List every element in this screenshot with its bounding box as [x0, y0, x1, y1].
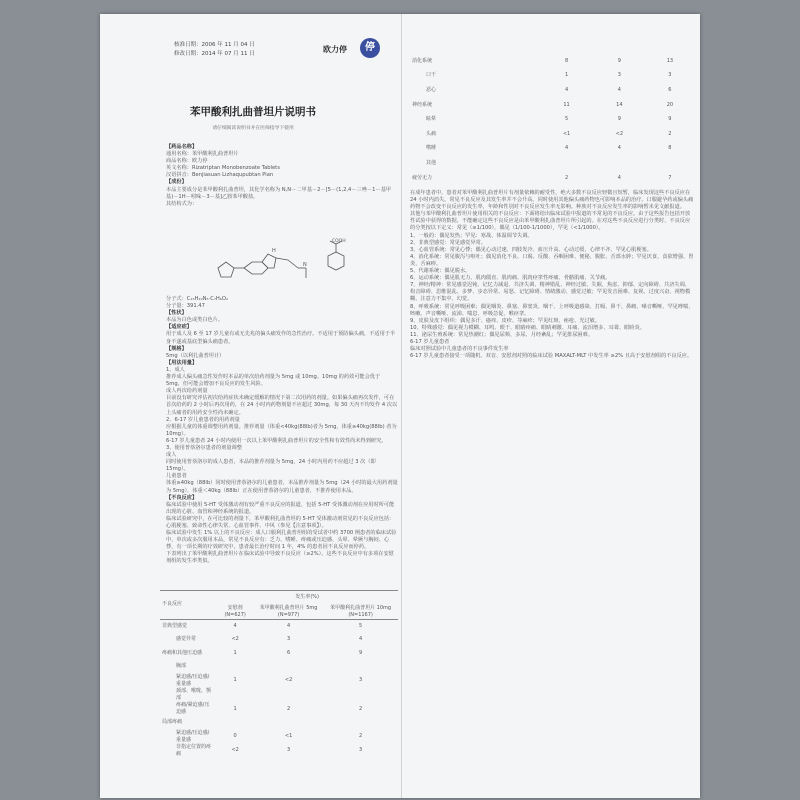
dosage-line: 1、成人	[166, 366, 185, 373]
table-row	[160, 619, 398, 633]
dosage-line: 3、使用普萘洛尔患者的剂量调整	[166, 444, 242, 451]
table-cell-value: 4	[617, 174, 621, 181]
table-cell-value: 11	[563, 101, 570, 108]
table-cell-value	[216, 688, 254, 702]
adverse-table-body	[160, 619, 398, 758]
table-row	[410, 142, 694, 157]
right-paragraph: 10、特殊感觉：偶见视力模糊、耳鸣、眼干、眼睛疼痛、眼睛刺激、耳痛、流泪增多、耳聋、眼睑炎。	[410, 324, 645, 331]
table-cell-value: 13	[666, 57, 674, 64]
table-cell-value	[593, 156, 646, 171]
table-cell-label: 胸部	[176, 663, 187, 670]
page-subtitle: 请仔细阅读说明书并在医师指导下使用	[212, 126, 294, 131]
pinyin-name: 汉语拼音：Benjiasuan Lizhaqupubtan Pian	[166, 172, 274, 179]
table-cell-value: 1	[564, 72, 569, 79]
table-cell-value: 1	[233, 705, 237, 712]
right-paragraph: 3、心血管系统：常见心悸；偶见心动过速、四肢发冷、血压升高、心动过缓、心律不齐、罕见心肌梗塞。	[410, 246, 652, 253]
right-paragraph: 1、一般的：偶见发热；罕见：寒战、体温调节失调。	[410, 232, 533, 239]
table-cell-value	[216, 716, 254, 730]
table-cell-value: 5	[564, 116, 569, 123]
table-cell-label: 感觉异常	[176, 636, 197, 643]
table-cell-value: 4	[233, 622, 237, 629]
table-header-col: 安慰剂 (N=627)	[224, 604, 246, 618]
table-cell-value	[323, 716, 398, 730]
drug-name-section	[166, 144, 398, 208]
table-row	[410, 171, 694, 186]
table-cell-value: 2	[359, 705, 363, 712]
adverse-line: 下表列出了苯甲酸利扎曲普坦片在临床试验中导致不良反应（≥2%）。这些不良反应中有多项在安慰剂组的发生率类似。	[166, 551, 394, 565]
right-table	[410, 54, 694, 185]
table-cell-value: 5	[359, 622, 363, 629]
english-name: 英文名称：Rizatriptan Monobenzoate Tablets	[166, 165, 280, 172]
table-cell-value	[254, 688, 323, 702]
table-cell-label: 局部疼痛	[162, 719, 183, 726]
table-cell-value: 2	[359, 733, 363, 740]
table-cell-value	[216, 660, 254, 674]
adverse-lines	[166, 502, 398, 566]
table-cell-label: 口干	[426, 72, 437, 79]
table-row	[410, 83, 694, 98]
table-cell-value: 4	[564, 145, 569, 152]
table-cell-label: 紧迫感/压迫感/重量感	[176, 729, 210, 743]
leaflet-sheet	[100, 14, 700, 798]
table-header-event: 不良反应	[162, 601, 183, 608]
dosage-line: 成人	[166, 452, 177, 459]
table-cell-value: 4	[286, 622, 291, 629]
table-cell-value: <2	[231, 747, 239, 754]
formula: 分子式：C₁₅H₁₉N₅·C₇H₆O₂	[166, 296, 229, 302]
dosage-line: 目前没有研究评估初次给药症状未确定缓解的情况下第二次用药的剂量。如果偏头痛再次发作，可在首次给药的 2 小时后再次用药，在 24 小时内药物剂量不应超过 30mg，每 30 天内不均发作 4 次以上头痛者的用药安全性尚未确定。	[166, 395, 398, 416]
table-cell-value	[254, 660, 323, 674]
right-paragraphs	[410, 190, 694, 360]
right-paragraph: 临床对照试验中儿童患者的不良事件发生率	[410, 346, 509, 353]
table-row	[160, 688, 398, 702]
chemical-structure-icon	[208, 238, 368, 288]
table-cell-value: <1	[562, 130, 571, 137]
specs-text: 5mg（以利扎曲普坦计）	[166, 352, 225, 359]
right-paragraph: 其他与苯甲酸利扎曲普坦片使用相关的不良反应：下面将给出临床试验中报道的不常见的不良反应。由于这些报告包括开放性试验中获得的数据，不能确定这些不良反应是由苯甲酸利扎曲普坦片所引起的。在对这些不良反应进行分类时，不良反应的分类按以下定义：常见（≥1/100），偶见（1/100-1/1000），罕见（<1/1000）。	[410, 211, 691, 232]
table-cell-label: 其他	[426, 159, 437, 166]
table-cell-label: 恶心	[426, 86, 437, 93]
table-cell-value: 4	[564, 86, 569, 93]
dosage-line: 6-17 岁儿童患者 24 小时内使用一次以上苯甲酸利扎曲普坦片的安全性和有效性尚未得到研究。	[166, 437, 387, 444]
table-cell-label: 神经系统	[412, 101, 433, 108]
table-cell-value: 3	[286, 636, 291, 643]
table-cell-value: 9	[359, 649, 363, 656]
svg-text:COOH: COOH	[332, 239, 346, 244]
section-header: 【用法用量】	[166, 359, 198, 366]
table-cell-value: 4	[617, 86, 621, 93]
approved-date: 核准日期：2006 年 11 月 04 日	[174, 42, 255, 48]
right-paragraph: 9、皮肤及皮下组织：偶见多汗、瘙痒、皮疹、荨麻疹；罕见红斑、痤疮、光过敏。	[410, 317, 601, 324]
section-header: 【适应症】	[166, 324, 192, 331]
meta-dates	[174, 41, 255, 59]
section-header: 【性状】	[166, 310, 187, 317]
table-row	[410, 69, 694, 84]
table-cell-label: 嗜睡	[426, 145, 437, 152]
table-row	[410, 156, 694, 171]
table-cell-value: 8	[668, 145, 672, 152]
dosage-line: 应根据儿童的体重调整用药剂量。推荐剂量（体重<40kg(88lb)者为 5mg，体重≥40kg(88lb) 者为 10mg）。	[166, 423, 397, 437]
molecular-weight: 分子量：391.47	[166, 303, 205, 310]
table-cell-value: 3	[359, 677, 363, 684]
table-row	[160, 730, 398, 744]
right-paragraph: 6-17 岁儿童患者	[410, 338, 450, 345]
dosage-line: 体重≥40kg（88lb）同时使用普萘洛尔的儿童患者，本品推荐剂量为 5mg（24 小时的最大用药剂量为 5mg），体重＜40kg（88lb）正在使用普萘洛尔的儿童患者，不推荐使用本品。	[166, 480, 398, 494]
right-column	[410, 14, 694, 798]
right-paragraph: 7、神经/精神：常见感觉迟钝、记忆力减退、共济失调、精神错乱、神经过敏、失眠、焦虑、抑郁、定向障碍、共济失调、构音障碍、思维混乱、多梦、步态异常、易怒、记忆障碍、情绪激动、感觉过敏；罕见发音困难、复视、过度兴奋、视物模糊、注意力不集中、幻觉。	[410, 282, 691, 303]
table-cell-label: 消化系统	[412, 57, 433, 64]
svg-text:H: H	[272, 248, 276, 254]
table-cell-value	[323, 660, 398, 674]
section-header: 【药品名称】	[166, 144, 198, 150]
table-cell-value: 6	[668, 86, 672, 93]
table-cell-value: 9	[668, 116, 672, 123]
table-cell-value: <2	[615, 130, 624, 137]
table-cell-label: 非指定位置的疼痛	[176, 743, 212, 758]
table-cell-value: 3	[286, 747, 291, 754]
brand-name: 欧力停	[323, 45, 347, 54]
table-cell-value: 2	[668, 130, 672, 137]
table-header-col: 苯甲酸利扎曲普坦片 10mg (N=1167)	[330, 604, 392, 618]
table-cell-value: <2	[284, 677, 293, 684]
dosage-line: 同时使用普萘洛尔的成人患者，本品的推荐剂量为 5mg，24 小时内用药不应超过 3 次（即 15mg）。	[166, 459, 376, 473]
table-cell-label: 疼痛/紧迫感/压迫感	[176, 702, 210, 716]
revised-date: 修改日期：2014 年 07 月 11 日	[174, 51, 255, 57]
table-cell-value: 3	[668, 72, 672, 79]
right-paragraph: 5、代谢系统：偶见脱水。	[410, 268, 471, 275]
table-row	[160, 660, 398, 674]
table-row	[410, 54, 694, 69]
table-cell-value: 6	[286, 649, 291, 656]
table-cell-value: 14	[616, 101, 623, 108]
table-cell-label: 眩晕	[426, 116, 437, 123]
table-cell-value: 0	[233, 733, 237, 740]
right-paragraph: 11、泌尿生殖系统：常见热潮红；偶见尿频、多尿、月经紊乱；罕见排尿困难。	[410, 331, 593, 338]
table-cell-label: 非典型感觉	[162, 622, 188, 629]
table-cell-label: 疼痛和其他压迫感	[162, 649, 203, 656]
right-paragraph: 6、运动系统：偶见肌无力、肌肉僵直、肌肉痛、肌肉痉挛性疼痛、骨骼肌痛、关节痛。	[410, 275, 611, 282]
adverse-line: 临床试验中使用 5-HT 受体激动剂有较严重不良反应的报道，包括 5-HT 受体激动剂在应用时所可能出现的心脏、血管和神经系统的报道。	[166, 501, 395, 515]
table-cell-value: 1	[233, 677, 237, 684]
table-cell-value	[323, 688, 398, 702]
table-row	[410, 98, 694, 113]
table-row	[160, 674, 398, 688]
table-row	[410, 127, 694, 142]
brand-logo-icon: 停	[360, 38, 380, 58]
lower-sections	[166, 296, 398, 566]
right-paragraph: 6-17 岁儿童患者接受一项随机、双盲、安慰剂对照的临床试验 MAXALT-MLT 中发生率 ≥2% 且高于安慰剂组的不良反应。	[410, 353, 693, 360]
svg-text:N: N	[303, 262, 307, 268]
page-title: 苯甲酸利扎曲普坦片说明书	[190, 106, 316, 118]
right-paragraph: 在成年患者中，患者对苯甲酸利扎曲普坦片有剂量依赖的耐受性，绝大多数不良反应轻微且短暂，临床发现这些不良反应在 24 小时内消失。常见不良反应及其发生率并不会升高。同时使用其他偏头痛药物也可影响本品的治疗。口服避孕药或偏头痛药物不会改变不良反应的发生率，年龄和性别对不良反应发生率无影响。种族对不良反应发生率的影响暂未见文献报道。	[410, 190, 694, 211]
table-cell-value	[646, 156, 694, 171]
table-row	[160, 702, 398, 716]
table-cell-value	[540, 156, 593, 171]
table-cell-value	[254, 716, 323, 730]
table-row	[410, 112, 694, 127]
table-cell-value: 9	[617, 116, 621, 123]
table-cell-value: 7	[668, 174, 672, 181]
table-cell-label: 头痛	[426, 130, 437, 137]
table-row	[160, 647, 398, 661]
table-cell-label: 疲劳无力	[412, 174, 433, 181]
dosage-line: 2、6-17 岁儿童患者的用药剂量	[166, 416, 240, 423]
fold-line	[401, 14, 402, 798]
table-cell-value: 8	[564, 57, 569, 64]
table-row	[160, 744, 398, 758]
section-header: 【成份】	[166, 179, 187, 186]
table-cell-value: 3	[359, 747, 363, 754]
table-cell-value: 9	[617, 57, 621, 64]
structure-label: 其结构式为：	[166, 200, 198, 207]
generic-name: 通用名称：苯甲酸利扎曲普坦片	[166, 151, 239, 158]
dosage-line: 成人再次给药剂量	[166, 388, 208, 395]
trade-name: 商品名称：欧力停	[166, 158, 208, 165]
left-column	[108, 14, 398, 798]
table-header-group: 发生率(%)	[295, 594, 319, 601]
table-cell-value: 4	[359, 636, 363, 643]
section-header: 【不良反应】	[166, 494, 198, 501]
table-cell-value: 3	[617, 72, 621, 79]
adverse-line: 临床试验中发生 1% 以上的不良反应：成人口服利扎曲普坦组的受试者中约 3700 例患者的临床试验中，单次或多次服用本品，常见不良反应有：乏力、嗜睡、疼痛或压迫感、头晕、晕厥与胸闷、心悸，有一项长期的疗效研究中，患者最长治疗时间 1 年，4% 的患者因不良反应而停药。	[166, 530, 397, 551]
adverse-line: 临床试验研究中，在可比较的剂量下，苯甲酸利扎曲普坦的 5-HT 受体激动剂常见的不良反应包括：心肌梗塞、致命性心律失常、心血管事件、中风（参见【注意事项】）。	[166, 515, 395, 529]
right-paragraph: 4、消化系统：常见腹泻与呕吐；偶见消化不良、口渴、反酸、吞咽困难、便秘、腹胀、舌部水肿；罕见厌食、食欲增强、胃炎、舌麻痹。	[410, 253, 694, 267]
dosage-line: 儿童患者	[166, 473, 187, 480]
table-cell-value: 2	[564, 174, 569, 181]
table-row	[160, 716, 398, 730]
right-paragraph: 8、呼吸系统：常见呼吸困难；偶见咽炎、鼻塞、鼻窦炎、咽干、上呼吸道感染、打嗝、鼻干、鼻衄、嗓音嘶哑、罕见哮喘、咳嗽、声音嘶哑、流涕、喘息、呼吸急促、喉痉挛。	[410, 303, 694, 317]
table-cell-value: <1	[284, 733, 293, 740]
right-paragraph: 2、非典型感觉：常见感觉异常。	[410, 239, 486, 246]
dosage-line: 推荐成人偏头痛急性发作时本品的单次给药剂量为 5mg 或 10mg。10mg 的药效可能会优于 5mg，但可能会增加不良反应的发生风险。	[166, 374, 381, 388]
table-cell-value: 2	[286, 705, 291, 712]
table-cell-value: 1	[233, 649, 237, 656]
table-cell-value: 20	[666, 101, 674, 108]
table-row	[160, 633, 398, 647]
table-header-col: 苯甲酸利扎曲普坦片 5mg (N=977)	[259, 604, 318, 618]
right-table-body	[410, 54, 694, 185]
adverse-table	[160, 590, 398, 758]
dosage-lines	[166, 367, 398, 495]
traits-text: 本品为白色或类白色片。	[166, 317, 224, 324]
indications-text: 用于成人及 6 至 17 岁儿童有或无先兆的偏头痛发作的急性治疗。不适用于预防偏头痛，不适用于半身不遂或基底型偏头痛患者。	[166, 331, 396, 345]
table-cell-value: <2	[231, 636, 239, 643]
table-cell-label: 紧迫感/压迫感/重量感	[176, 673, 210, 687]
ingredients-text: 本品主要成分是苯甲酸利扎曲普坦，其化学名称为 N,N－二甲基－2－[5－(1,2,4－三唑－1－基甲基)－1H－吲哚－3－基]乙胺苯甲酸盐。	[166, 186, 391, 200]
table-cell-value: 4	[617, 145, 621, 152]
section-header: 【规格】	[166, 345, 187, 352]
table-cell-label: 颈部、喉咙、颚部	[176, 687, 212, 701]
